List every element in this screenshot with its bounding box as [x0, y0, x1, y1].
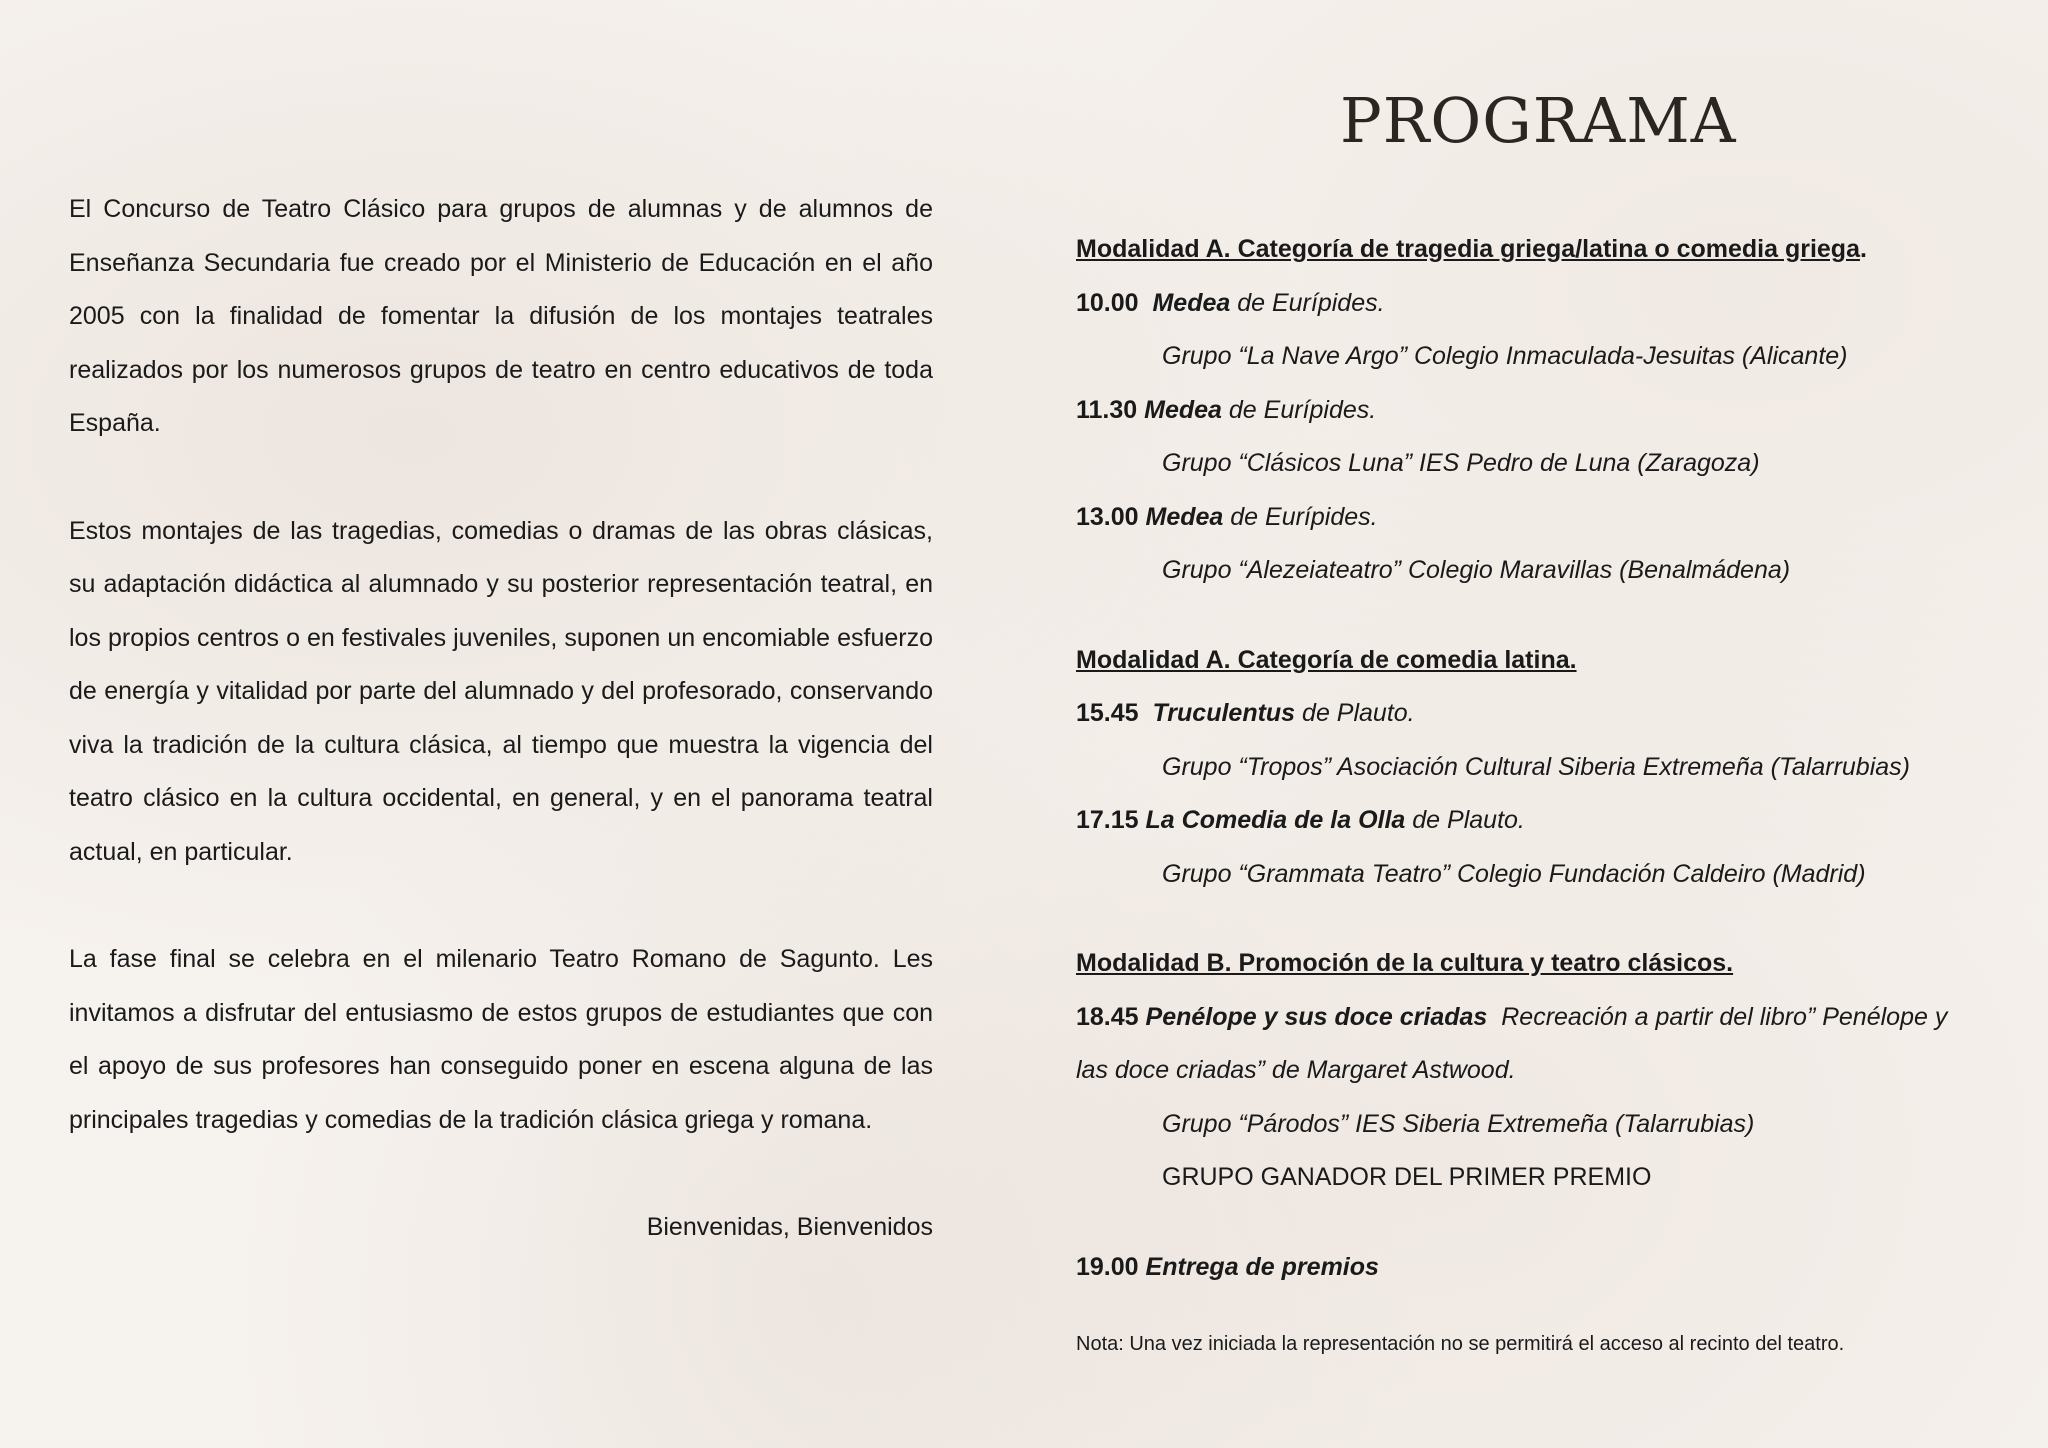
program-entry: 11.30 Medea de Eurípides.: [1076, 395, 1377, 424]
intro-column: [69, 183, 933, 1255]
program-group: Grupo “Alezeiateatro” Colegio Maravillas (Benalmádena): [1162, 556, 1791, 584]
awards-ceremony-entry: 19.00 Entrega de premios: [1076, 1252, 1379, 1281]
program-entry: 18.45 Penélope y sus doce criadas Recreación a partir del libro” Penélope y: [1076, 1002, 1948, 1031]
closing-greeting: Bienvenidas, Bienvenidos: [646, 1213, 933, 1241]
section-heading-tragedy: Modalidad A. Categoría de tragedia griega/latina o comedia griega.: [1076, 235, 1867, 263]
intro-paragraph-2: Estos montajes de las tragedias, comedias o dramas de las obras clásicas, su adaptación didáctica al alumnado y su posterior representación teatral, en los propios centros o en festivales juveniles, suponen un encomiable esfuerzo de energía y vitalidad por parte del alumnado y del profesorado, conservando viva la tradición de la cultura clásica, al tiempo que muestra la vigencia del teatro clásico en la cultura occidental, en general, y en el panorama teatral actual, en particular.: [69, 516, 933, 866]
section-heading-promotion: Modalidad B. Promoción de la cultura y teatro clásicos.: [1076, 949, 1734, 977]
program-title: PROGRAMA: [1340, 84, 1737, 157]
program-group: Grupo “Clásicos Luna” IES Pedro de Luna (Zaragoza): [1162, 449, 1760, 477]
program-group: Grupo “Tropos” Asociación Cultural Siberia Extremeña (Talarrubias): [1162, 752, 1910, 781]
intro-paragraph-3: La fase final se celebra en el milenario Teatro Romano de Sagunto. Les invitamos a disfrutar del entusiasmo de estos grupos de estudiantes que con el apoyo de sus profesores han conseguido poner en escena alguna de las principales tragedias y comedias de la tradición clásica griega y romana.: [69, 945, 933, 1134]
award-label: GRUPO GANADOR DEL PRIMER PREMIO: [1162, 1163, 1652, 1191]
section-heading-comedy: Modalidad A. Categoría de comedia latina.: [1076, 645, 1577, 674]
program-group: Grupo “Párodos” IES Siberia Extremeña (Talarrubias): [1162, 1109, 1755, 1138]
program-group: Grupo “La Nave Argo” Colegio Inmaculada-Jesuitas (Alicante): [1162, 342, 1848, 370]
intro-paragraph-1: El Concurso de Teatro Clásico para grupos de alumnas y de alumnos de Enseñanza Secundaria fue creado por el Ministerio de Educación en el año 2005 con la finalidad de fomentar la difusión de los montajes teatrales realizados por los numerosos grupos de teatro en centro educativos de toda España.: [69, 195, 933, 437]
program-group: Grupo “Grammata Teatro” Colegio Fundación Caldeiro (Madrid): [1162, 859, 1866, 888]
access-note: Nota: Una vez iniciada la representación no se permitirá el acceso al recinto del teatro.: [1076, 1333, 1845, 1355]
program-entry: 13.00 Medea de Eurípides.: [1076, 502, 1378, 531]
program-column: [1076, 223, 2016, 1364]
program-entry: 10.00 Medea de Eurípides.: [1076, 288, 1385, 317]
program-entry: 15.45 Truculentus de Plauto.: [1076, 699, 1415, 727]
program-description: las doce criadas” de Margaret Astwood.: [1076, 1056, 1516, 1084]
program-entry: 17.15 La Comedia de la Olla de Plauto.: [1076, 806, 1525, 834]
